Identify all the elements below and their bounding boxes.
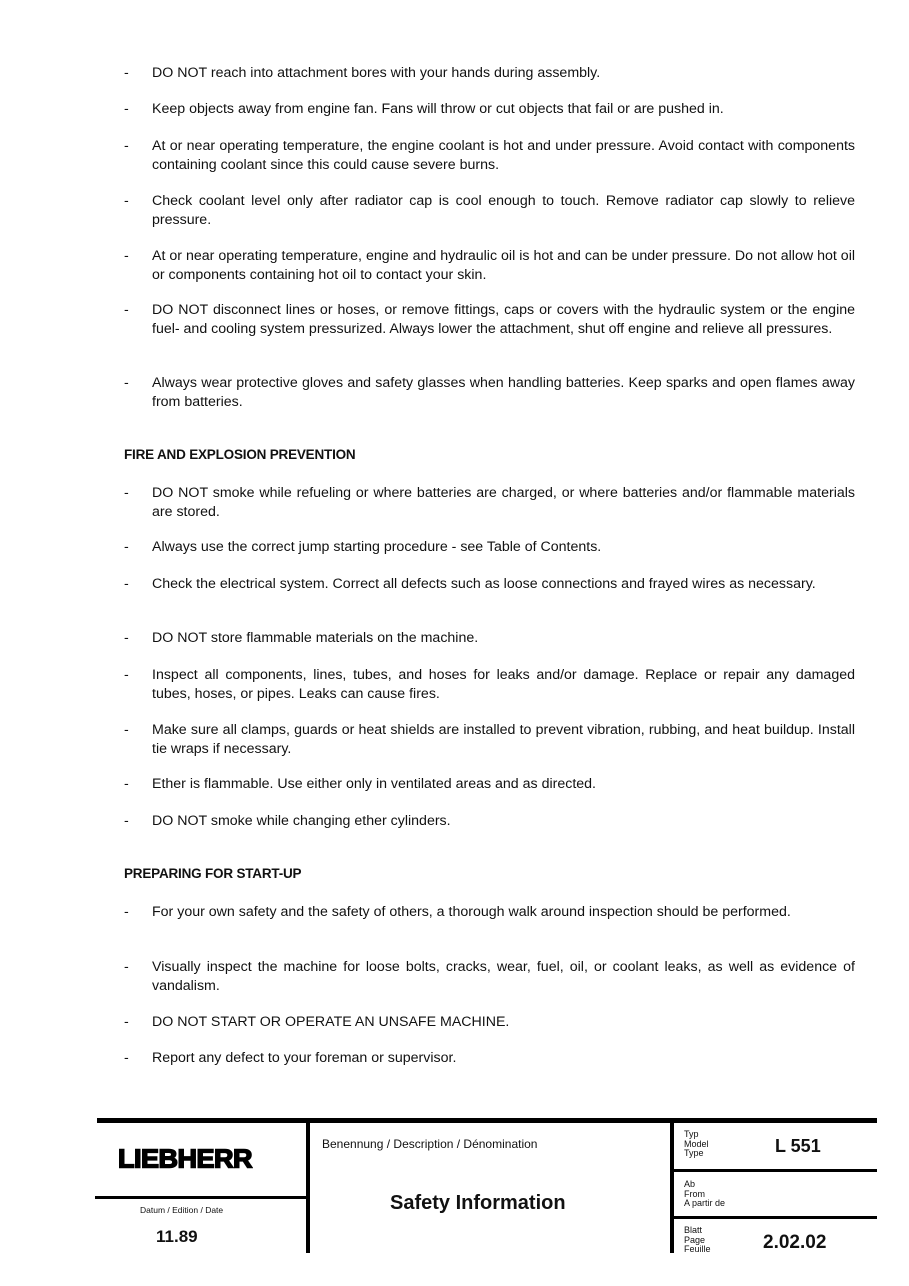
bullet-dash: -	[124, 776, 129, 792]
bullet-dash: -	[124, 1014, 129, 1030]
date-label: Datum / Edition / Date	[140, 1205, 224, 1215]
list-item: - Keep objects away from engine fan. Fans will throw or cut objects that fail or are pushed in.	[124, 101, 724, 117]
list-item: - DO NOT smoke while refueling or where batteries are charged, or where batteries and/or flammable materials are stored.	[124, 485, 855, 520]
footer-logo-rule	[95, 1196, 307, 1199]
model-value: L 551	[775, 1136, 821, 1156]
liebherr-logo: LIEBHERR	[118, 1144, 253, 1174]
footer-from-rule	[672, 1216, 877, 1219]
list-item: - DO NOT store flammable materials on the machine.	[124, 630, 479, 646]
bullet-dash: -	[124, 193, 129, 209]
list-item: - Always use the correct jump starting procedure - see Table of Contents.	[124, 539, 602, 555]
bullet-dash: -	[124, 485, 129, 501]
list-item: - At or near operating temperature, engine and hydraulic oil is hot and can be under pressure. Do not allow hot oil or components containing hot oil to contact your skin.	[124, 248, 855, 283]
list-item: - DO NOT disconnect lines or hoses, or remove fittings, caps or covers with the hydraulic system or the engine fuel- and cooling system pressurized. Always lower the attachment, shut off engine and relieve all pressures.	[124, 302, 855, 337]
page-label: Blatt Page Feuille	[684, 1225, 711, 1254]
footer-divider-right	[670, 1118, 674, 1253]
bullet-dash: -	[124, 138, 129, 154]
bullet-dash: -	[124, 302, 129, 318]
list-item: - Report any defect to your foreman or supervisor.	[124, 1050, 457, 1066]
footer-divider-left	[306, 1118, 310, 1253]
list-item: - At or near operating temperature, the engine coolant is hot and under pressure. Avoid contact with components containing coolant since this could cause severe burns.	[124, 138, 855, 173]
bullet-dash: -	[124, 539, 129, 555]
bullet-dash: -	[124, 959, 129, 975]
from-label: Ab From A partir de	[684, 1179, 726, 1208]
footer-top-rule	[97, 1118, 877, 1123]
list-item: - Inspect all components, lines, tubes, and hoses for leaks and/or damage. Replace or repair any damaged tubes, hoses, or pipes. Leaks can cause fires.	[124, 667, 855, 702]
list-item: - DO NOT smoke while changing ether cylinders.	[124, 813, 451, 829]
bullet-dash: -	[124, 904, 129, 920]
list-item: - Check coolant level only after radiator cap is cool enough to touch. Remove radiator cap slowly to relieve pressure.	[124, 193, 855, 228]
description-label: Benennung / Description / Dénomination	[322, 1137, 538, 1151]
section-heading: FIRE AND EXPLOSION PREVENTION	[124, 447, 356, 462]
bullet-dash: -	[124, 813, 129, 829]
section-heading: PREPARING FOR START-UP	[124, 866, 302, 881]
list-item: - Make sure all clamps, guards or heat shields are installed to prevent vibration, rubbing, and heat buildup. Install tie wraps if necessary.	[124, 722, 855, 757]
document-title: Safety Information	[390, 1192, 566, 1214]
date-value: 11.89	[156, 1227, 198, 1246]
footer-model-rule	[672, 1169, 877, 1172]
bullet-dash: -	[124, 667, 129, 683]
model-label: Typ Model Type	[684, 1129, 709, 1158]
bullet-dash: -	[124, 375, 129, 391]
bullet-dash: -	[124, 576, 129, 592]
bullet-dash: -	[124, 630, 129, 646]
bullet-dash: -	[124, 1050, 129, 1066]
list-item: - For your own safety and the safety of others, a thorough walk around inspection should be performed.	[124, 904, 791, 920]
list-item: - Ether is flammable. Use either only in ventilated areas and as directed.	[124, 776, 596, 792]
list-item: - Always wear protective gloves and safety glasses when handling batteries. Keep sparks and open flames away from batteries.	[124, 375, 855, 410]
list-item: - Visually inspect the machine for loose bolts, cracks, wear, fuel, oil, or coolant leaks, as well as evidence of vandalism.	[124, 959, 855, 994]
list-item: - DO NOT START OR OPERATE AN UNSAFE MACHINE.	[124, 1014, 510, 1030]
bullet-dash: -	[124, 248, 129, 264]
list-item: - Check the electrical system. Correct all defects such as loose connections and frayed wires as necessary.	[124, 576, 816, 592]
page-number: 2.02.02	[763, 1232, 827, 1253]
bullet-dash: -	[124, 722, 129, 738]
bullet-dash: -	[124, 65, 129, 81]
bullet-dash: -	[124, 101, 129, 117]
list-item: - DO NOT reach into attachment bores with your hands during assembly.	[124, 65, 601, 81]
